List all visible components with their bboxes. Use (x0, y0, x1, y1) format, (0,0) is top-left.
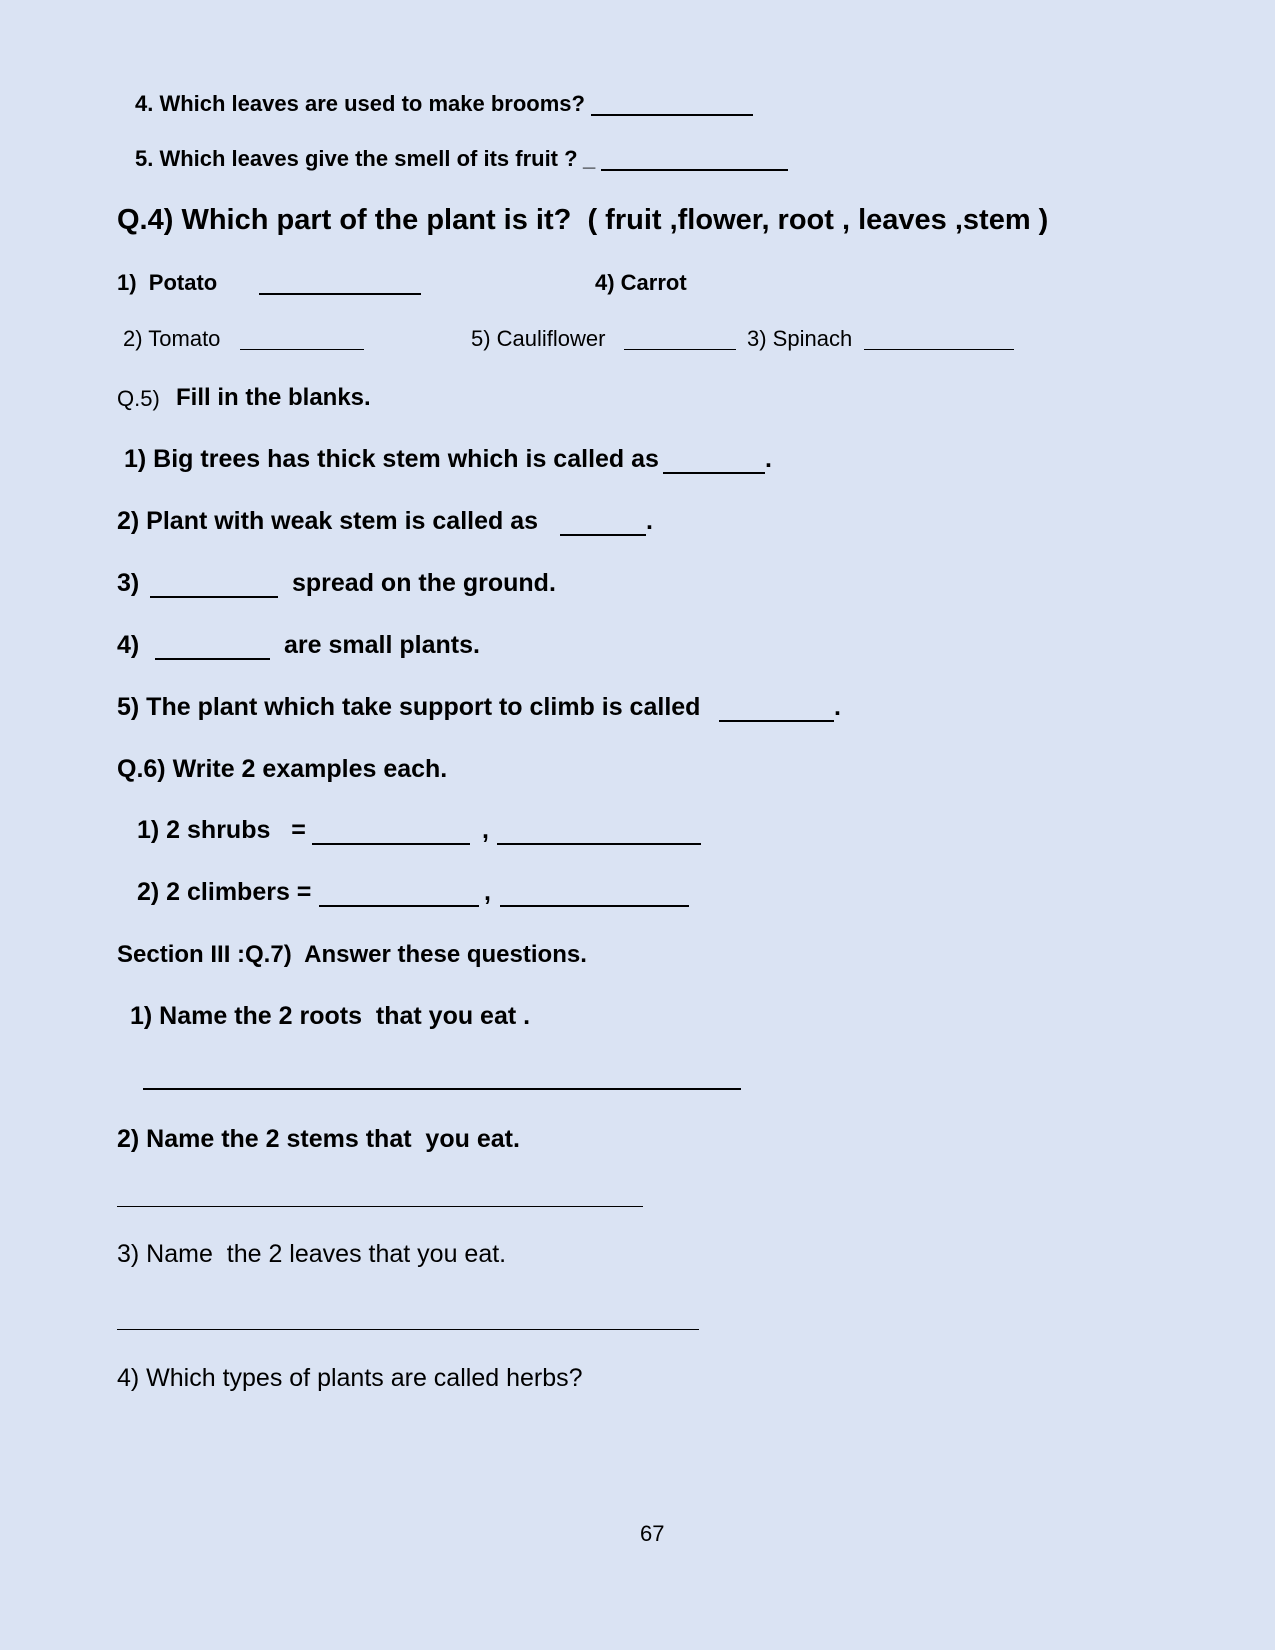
answer-blank[interactable] (150, 596, 278, 598)
q4-item-potato: 1) Potato (117, 270, 218, 295)
answer-blank[interactable] (500, 905, 689, 907)
answer-blank[interactable] (155, 658, 270, 660)
q5-item4-number: 4) (117, 631, 140, 659)
answer-blank[interactable] (591, 114, 753, 116)
answer-blank[interactable] (497, 843, 701, 845)
q7-item2: 2) Name the 2 stems that you eat. (117, 1125, 520, 1153)
q4-item-tomato: 2) Tomato (123, 326, 221, 351)
answer-blank[interactable] (719, 720, 834, 722)
answer-blank[interactable] (259, 293, 421, 295)
q5-heading: Fill in the blanks. (176, 384, 371, 411)
q7-heading: Section III :Q.7) Answer these questions. (117, 941, 587, 968)
q5-item5: 5) The plant which take support to climb is called (117, 693, 701, 721)
answer-blank[interactable] (624, 349, 736, 350)
period: . (765, 445, 772, 473)
q5-item1: 1) Big trees has thick stem which is called as (124, 445, 659, 473)
q5-item3-text: spread on the ground. (292, 569, 556, 597)
q6-heading: Q.6) Write 2 examples each. (117, 755, 448, 783)
q7-item4: 4) Which types of plants are called herbs? (117, 1364, 583, 1392)
answer-line[interactable] (117, 1206, 643, 1207)
answer-blank[interactable] (560, 534, 646, 536)
q7-item1: 1) Name the 2 roots that you eat . (130, 1002, 531, 1030)
period: . (646, 507, 653, 535)
answer-blank[interactable] (663, 472, 765, 474)
answer-blank[interactable] (312, 843, 470, 845)
q7-item3: 3) Name the 2 leaves that you eat. (117, 1240, 507, 1268)
answer-blank[interactable] (240, 349, 364, 350)
q5-prefix: Q.5) (117, 386, 160, 411)
period: . (834, 693, 841, 721)
q6-item-shrubs: 1) 2 shrubs = (137, 816, 306, 844)
q5-item3-number: 3) (117, 569, 140, 597)
question-q3-item4: 4. Which leaves are used to make brooms? (135, 91, 585, 116)
q6-item-climbers: 2) 2 climbers = (137, 878, 312, 906)
answer-line[interactable] (143, 1088, 741, 1090)
q5-item2: 2) Plant with weak stem is called as (117, 507, 539, 535)
comma: , (482, 816, 489, 844)
q4-item-spinach: 3) Spinach (747, 326, 853, 351)
q4-item-carrot: 4) Carrot (595, 270, 687, 295)
answer-blank[interactable] (319, 905, 479, 907)
answer-blank[interactable] (864, 349, 1014, 350)
answer-line[interactable] (117, 1329, 699, 1330)
q4-item-cauliflower: 5) Cauliflower (471, 326, 606, 351)
page-number: 67 (640, 1521, 665, 1546)
q4-heading: Q.4) Which part of the plant is it? ( fruit ,flower, root , leaves ,stem ) (117, 204, 1049, 236)
blank-underscore: _ (583, 146, 596, 171)
q5-item4-text: are small plants. (284, 631, 480, 659)
comma: , (484, 878, 491, 906)
answer-blank[interactable] (601, 169, 788, 171)
question-q3-item5: 5. Which leaves give the smell of its fruit ? (135, 146, 578, 171)
